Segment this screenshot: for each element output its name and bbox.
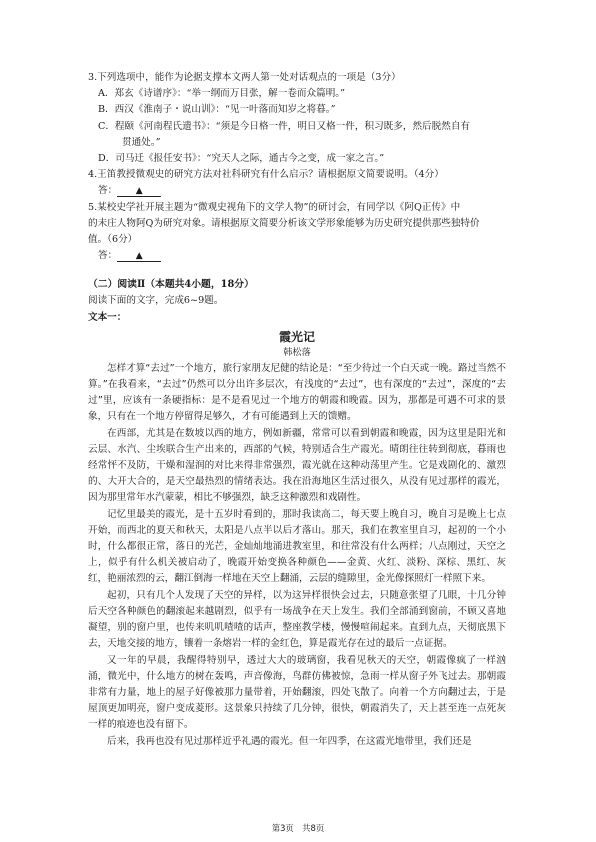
page-content <box>88 70 506 750</box>
question-5-stem-line1: 5.某校史学社开展主题为“微观史视角下的文学人物”的研讨会，有同学以《阿Q正传》中 <box>88 201 461 213</box>
question-4-stem: 4.王笛教授微观史的研究方法对社科研究有什么启示？请根据原文简要说明。（4分） <box>88 169 444 181</box>
answer-label: 答： <box>98 250 118 262</box>
article-paragraph-2: 在西部，尤其是在数坡以西的地方，例如新疆，常常可以看到朝霞和晚霞，因为这里是阳光和云层、水汽、尘埃联合生产出来的，西部的气候，特别适合生产霞光。晴朗往往转到彻底，暮雨也经常怦不及防，干燥和湿润的对比来得非常强烈，霞光就在这种动荡里产生。它是戏剧化的、激烈的、大开大合的，是天空最热烈的情绪表达。我在沿海地区生活过很久，从没有见过那样的霞光，因为那里常年水汽蒙蒙，相比不够强烈，缺乏这种激烈和戏剧性。 <box>88 427 506 504</box>
question-3-option-d: D．司马迁《报任安书》：“究天人之际，通古今之变，成一家之言。” <box>98 153 385 165</box>
question-3-option-b: B．西汉《淮南子・说山训》：“见一叶落而知岁之将暮。” <box>98 104 336 116</box>
text-one-label: 文本一： <box>88 311 127 323</box>
question-5 <box>88 200 506 265</box>
article-title: 霞光记 <box>278 329 315 344</box>
question-4 <box>88 167 506 199</box>
section-heading: （二）阅读Ⅱ（本题共4小题，18分） <box>88 279 254 291</box>
section-instruction: 阅读下面的文字，完成6~9题。 <box>88 295 224 307</box>
article-paragraph-5: 又一年的早晨，我醒得特别早，透过大大的玻璃窗，我看见秋天的天空，朝霞像疯了一样汹涌，微光中，什么地方的树在轰鸣，声音像海，鸟群仿佛被惊，急雨一样从窗子外飞过去。那朝霞非常有力量，地上的屋子好像被那力量带着，开始翻滚，四处飞散了。向着一个方向翻过去，于是屋顶更加明亮，窗户变成菱形。这景象只持续了几分钟，很快，朝霞消失了，天上甚至连一点死灰一样的痕迹也没有留下。 <box>88 654 506 731</box>
page-footer: 第3页 共8页 <box>271 823 325 833</box>
question-5-stem-line2: 的未庄人物阿Q为研究对象。请根据原文简要分析该文学形象能够为历史研究提供那些独特价 <box>88 217 480 229</box>
article-paragraph-4: 起初，只有几个人发现了天空的异样，以为这异样很快会过去，只随意张望了几眼，十几分钟后天空各种颜色的翻滚起来越剧烈，似乎有一场战争在天上发生。我们全部涌到窗前，不顾又喜地凝望，别的窗户里，也传来叽叽喳喳的话声，整座教学楼，慢慢喧闹起来。直到九点，天彻底黑下去，天地交接的地方，镶着一条熔岩一样的金红色，算是霞光存在过的最后一点证据。 <box>88 589 506 650</box>
question-3 <box>88 70 506 167</box>
question-3-option-a: A．郑玄《诗谱序》：“举一纲而万目张，解一卷而众篇明。” <box>98 88 345 100</box>
article-paragraph-6: 后来，我再也没有见过那样近乎礼遇的霞光。但一年四季，在这霞光地带里，我们还是 <box>107 735 472 747</box>
answer-blank: ▲ <box>117 251 161 262</box>
question-3-option-c: C．程颐《河南程氏遗书》：“须是今日格一件，明日又格一件，积习既多，然后脱然自有 <box>98 120 471 132</box>
question-5-stem-line3: 值。（6分） <box>88 234 138 246</box>
question-4-answer <box>88 183 506 199</box>
article-author: 韩松落 <box>283 346 311 358</box>
answer-blank: ▲ <box>117 186 161 197</box>
article-paragraph-3: 记忆里最美的霞光，是十五岁时看到的，那时我读高二，每天要上晚自习，晚自习是晚上七点开始，而西北的夏天和秋天，太阳是八点半以后才落山。那天，我们在教室里自习，起初的一个小时，什么都很正常，落日的光芒，金灿灿地涌进教室里，和往常没有什么两样；八点刚过，天空之上，似乎有什么机关被启动了，晚霞开始变换各种颜色——金黄、火红、淡粉、深棕、黑红、灰红，艳丽浓烈的云，翻江倒海一样地在天空上翻涌，云层的缝隙里，金光像探照灯一样照下来。 <box>88 508 506 585</box>
article-paragraph-1: 怎样才算“去过”一个地方，旅行家朋友尼健的结论是：“至少待过一个白天或一晚。路过当然不算。”在我看来，“去过”仍然可以分出许多层次，有浅度的“去过”，也有深度的“去过”，深度的“去过”里，应该有一条硬指标：是不是看见过一个地方的朝霞和晚霞。因为，那都是可遇不可求的景象，只有在一个地方停留得足够久，才有可能遇到上天的馈赠。 <box>88 362 506 423</box>
question-5-answer <box>88 248 506 264</box>
answer-label: 答： <box>98 185 118 197</box>
question-3-option-c-cont: 贯通处。” <box>122 136 161 148</box>
article-body <box>88 361 506 750</box>
question-3-stem: 3.下列选项中，能作为论据支撑本文两人第一处对话观点的一项是（3分） <box>88 72 401 83</box>
